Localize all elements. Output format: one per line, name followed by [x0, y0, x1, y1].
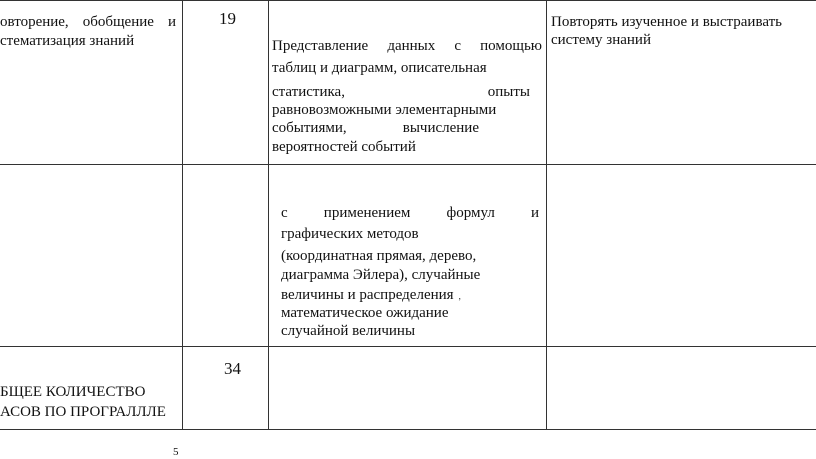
- word: и: [167, 14, 176, 30]
- word: статистика,: [272, 84, 345, 100]
- row2-content-line1: [281, 203, 539, 223]
- word: помощью: [480, 38, 542, 54]
- row2-content-line2: графических методов: [281, 226, 419, 242]
- row1-content-line5: [272, 118, 479, 138]
- total-label-line2: АСОВ ПО ПРОГРАЛЛЛЕ: [0, 404, 166, 420]
- small-mark: ,: [458, 291, 461, 301]
- word: опыты: [487, 84, 530, 100]
- word: обобщение: [82, 14, 154, 30]
- row1-content-line4: равновозможными элементарными: [272, 102, 497, 118]
- row2-content-line3: (координатная прямая, дерево,: [281, 248, 477, 264]
- row1-content-line3: [272, 82, 530, 102]
- column-divider-2: [268, 0, 269, 430]
- page-number: 5: [173, 446, 179, 458]
- row1-content-line6: вероятностей событий: [272, 139, 416, 155]
- word: и: [530, 205, 539, 221]
- table-border-bottom: [0, 429, 816, 430]
- row2-content-line6: математическое ожидание: [281, 305, 449, 321]
- word: с: [454, 38, 462, 54]
- word: формул: [446, 205, 495, 221]
- row1-activity-line1: Повторять изученное и выстраивать: [551, 14, 782, 30]
- row1-bottom-border: [0, 164, 816, 165]
- word: Представление: [272, 38, 369, 54]
- total-hours: 34: [224, 359, 241, 378]
- word: применением: [323, 205, 411, 221]
- table-border-top: [0, 0, 816, 1]
- line-text: величины и распределения: [281, 287, 454, 303]
- row1-topic-line1: [0, 12, 176, 32]
- row2-bottom-border: [0, 346, 816, 347]
- word: овторение,: [0, 14, 69, 30]
- row1-topic-line2: стематизация знаний: [0, 33, 135, 49]
- row1-hours: 19: [219, 9, 236, 28]
- row1-content-line2: таблиц и диаграмм, описательная: [272, 60, 487, 76]
- word: с: [281, 205, 288, 221]
- row2-content-line4: диаграмма Эйлера), случайные: [281, 267, 481, 283]
- column-divider-3: [546, 0, 547, 430]
- word: событиями,: [272, 120, 347, 136]
- row1-content-line1: [272, 36, 542, 56]
- row1-activity-line2: систему знаний: [551, 32, 651, 48]
- word: вычисление: [402, 120, 479, 136]
- word: данных: [387, 38, 436, 54]
- total-label-line1: БЩЕЕ КОЛИЧЕСТВО: [0, 384, 146, 400]
- row2-content-line7: случайной величины: [281, 323, 416, 339]
- column-divider-1: [182, 0, 183, 430]
